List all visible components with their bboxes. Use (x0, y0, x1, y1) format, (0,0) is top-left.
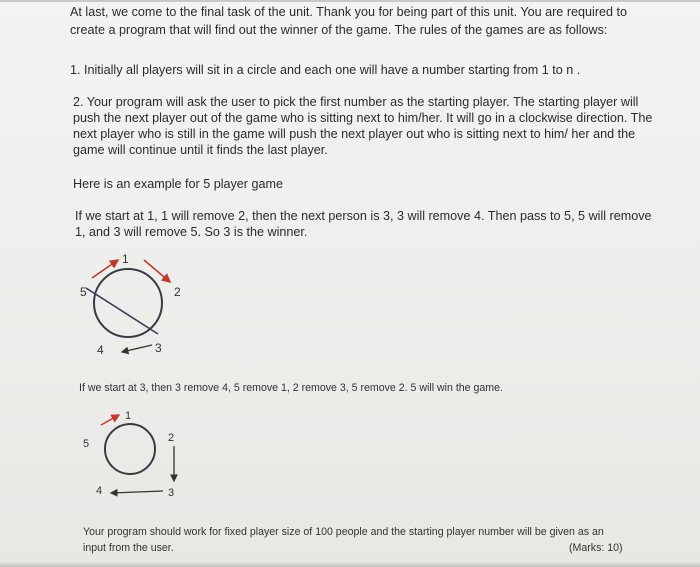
page-top-edge (0, 0, 700, 2)
marks-label: (Marks: 10) (569, 542, 623, 554)
rule-2-line-4: game will continue until it finds the last player. (73, 143, 328, 157)
arrow-3-to-4 (122, 345, 152, 352)
chord-line (86, 288, 158, 334)
player-label-2: 2 (168, 432, 175, 444)
player-label-3: 3 (168, 487, 175, 499)
arrow-toward-2 (144, 260, 170, 282)
player-label-2: 2 (174, 285, 181, 299)
intro-line-1: At last, we come to the final task of the unit. Thank you for being part of this unit. You are required to (70, 5, 628, 19)
example-heading: Here is an example for 5 player game (73, 177, 283, 191)
player-label-3: 3 (155, 341, 162, 355)
page-bottom-edge (0, 562, 700, 567)
footer-line-1: Your program should work for fixed player size of 100 people and the starting player number will be given as an (83, 526, 604, 538)
player-label-5: 5 (83, 438, 90, 450)
player-label-5: 5 (80, 285, 87, 299)
player-label-1: 1 (122, 252, 129, 266)
player-label-4: 4 (96, 485, 103, 497)
arrow-3-to-4 (111, 491, 163, 493)
example-text-line-1: If we start at 1, 1 will remove 2, then the next person is 3, 3 will remove 4. Then pass to 5, 5 will remove (75, 209, 652, 223)
footer-line-2: input from the user. (83, 542, 174, 554)
intro-line-2: create a program that will find out the winner of the game. The rules of the games are as follows: (70, 23, 608, 37)
player-circle-2 (105, 424, 155, 474)
player-label-4: 4 (97, 343, 104, 357)
circle-diagram-2 (75, 405, 190, 500)
circle-diagram-1 (70, 248, 200, 363)
arrow-5-to-1 (101, 415, 119, 425)
player-circle (94, 269, 162, 337)
player-label-1: 1 (125, 410, 132, 422)
second-example-text: If we start at 3, then 3 remove 4, 5 remove 1, 2 remove 3, 5 remove 2. 5 will win the game. (79, 382, 503, 394)
rule-2-line-3: next player who is still in the game will push the next player out who is sitting next to him/ her and the (73, 127, 636, 141)
example-text-line-2: 1, and 3 will remove 5. So 3 is the winner. (75, 225, 308, 239)
rule-1: 1. Initially all players will sit in a circle and each one will have a number starting from 1 to n . (70, 63, 581, 77)
rule-2-line-1: 2. Your program will ask the user to pick the first number as the starting player. The starting player will (73, 95, 639, 109)
arrow-1-to-2-start (92, 260, 118, 278)
rule-2-line-2: push the next player out of the game who is sitting next to him/her. It will go in a clockwise direction. The (73, 111, 653, 125)
